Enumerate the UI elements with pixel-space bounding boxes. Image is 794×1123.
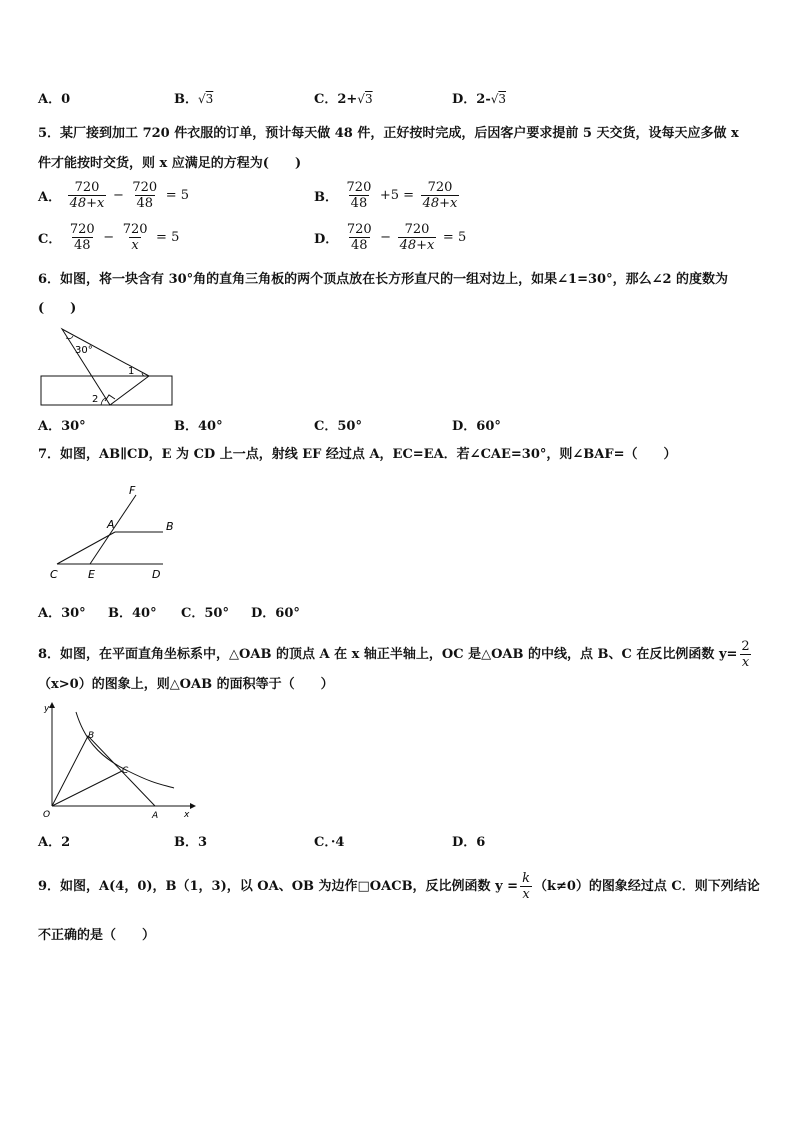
median-oc — [52, 771, 122, 806]
q6-option-c: C．50° — [314, 419, 362, 434]
q4-option-c — [314, 88, 373, 107]
label-c: C — [50, 568, 58, 581]
label-d: D — [152, 568, 161, 581]
option-label: B． — [314, 190, 338, 205]
q8-option-d: D．6 — [452, 835, 486, 850]
q7-figure — [45, 480, 185, 585]
fraction: $\frac{k}{x}$ — [522, 871, 530, 902]
label-c: C — [122, 766, 129, 776]
q8-figure — [30, 700, 200, 822]
label-b: B — [88, 731, 95, 741]
ruler-rect — [41, 376, 172, 405]
q5-option-a: A． $\frac{720}{48+x}$ − $\frac{720}{48}$ = 5 — [38, 180, 190, 211]
q8-stem-line1 — [38, 639, 754, 670]
option-label: D． — [314, 232, 339, 247]
option-label: A． — [38, 190, 62, 205]
fraction: $\frac{720}{x}$ — [122, 222, 148, 253]
q7-stem: 7．如图，AB∥CD，E 为 CD 上一点，射线 EF 经过点 A，EC=EA．若∠CAE=30°，则∠BAF=（ ） — [38, 447, 677, 462]
fraction: $\frac{720}{48}$ — [132, 180, 158, 211]
fraction: $\frac{720}{48+x}$ — [69, 180, 105, 211]
option-label: C． — [38, 232, 62, 247]
sqrt-symbol: √3 — [198, 92, 214, 106]
q6-stem-line1: 6．如图，将一块含有 30°角的直角三角板的两个顶点放在长方形直尺的一组对边上，如果∠1=30°，那么∠2 的度数为 — [38, 272, 729, 287]
q4-option-b — [174, 88, 213, 107]
q9-stem-text: 9．如图，A(4，0)，B（1，3)，以 OA、OB 为边作□OACB，反比例函数 y = — [38, 879, 519, 894]
label-e: E — [88, 568, 95, 581]
q5-stem-line2: 件才能按时交货，则 x 应满足的方程为( ) — [38, 156, 302, 171]
label-o: O — [43, 810, 51, 820]
triangle — [62, 329, 149, 405]
fraction: $\frac{720}{48}$ — [69, 222, 95, 253]
q7-option-c: C．50° — [181, 606, 229, 621]
q5-option-c: C． $\frac{720}{48}$ − $\frac{720}{x}$ = 5 — [38, 222, 180, 253]
x-axis-arrow — [190, 803, 196, 809]
q5-stem-line1: 5．某厂接到加工 720 件衣服的订单，预计每天做 48 件，正好按时完成，后因客户要求提前 5 天交货，设每天应多做 x — [38, 126, 739, 141]
q7-option-b: B．40° — [108, 606, 157, 621]
q6-option-a: A．30° — [38, 419, 86, 434]
fraction: $\frac{2}{x}$ — [741, 639, 750, 670]
q6-option-b: B．40° — [174, 419, 223, 434]
q4-option-d — [452, 88, 506, 107]
hyperbola-curve — [76, 712, 174, 788]
label-angle-1: 1 — [128, 366, 135, 377]
q7-option-d: D．60° — [251, 606, 300, 621]
fraction: $\frac{720}{48+x}$ — [422, 180, 458, 211]
q6-stem-line2: ( ) — [38, 301, 77, 316]
q8-option-b: B．3 — [174, 835, 208, 850]
triangle-oab — [52, 736, 155, 806]
label-angle-2: 2 — [92, 394, 99, 405]
fraction: $\frac{720}{48}$ — [346, 180, 372, 211]
q4-option-d-label: D．2- — [452, 92, 491, 107]
q6-option-d: D．60° — [452, 419, 501, 434]
q4-option-c-label: C．2+ — [314, 92, 358, 107]
label-a: A — [152, 811, 159, 821]
q8-option-a: A．2 — [38, 835, 71, 850]
angle-2-arc — [101, 398, 106, 405]
q4-option-b-label: B． — [174, 92, 198, 107]
fraction: $\frac{720}{48}$ — [346, 222, 372, 253]
q7-option-a: A．30° — [38, 606, 86, 621]
fraction: $\frac{720}{48+x}$ — [399, 222, 435, 253]
sqrt-symbol: √3 — [490, 92, 507, 106]
label-x: x — [184, 810, 190, 820]
q9-stem-line2: 不正确的是（ ） — [38, 928, 156, 943]
segment-ca — [57, 532, 115, 564]
label-b: B — [166, 520, 174, 533]
label-a: A — [107, 518, 115, 531]
label-30-degree: 30° — [75, 345, 93, 356]
q5-option-d: D． $\frac{720}{48}$ − $\frac{720}{48+x}$ = 5 — [314, 222, 467, 253]
q9-stem-line1 — [38, 871, 760, 902]
sqrt-symbol: √3 — [357, 92, 373, 106]
q4-option-a: A．0 — [38, 92, 71, 107]
label-y: y — [44, 704, 50, 714]
q9-stem-text-2: （k≠0）的图象经过点 C．则下列结论 — [533, 879, 760, 894]
q6-figure — [30, 322, 190, 412]
q8-option-c: C．·4 — [314, 835, 345, 850]
q5-option-b: B． $\frac{720}{48}$ +5 = $\frac{720}{48+x}$ — [314, 180, 458, 211]
label-f: F — [129, 484, 136, 497]
q8-stem-line2: （x>0）的图象上，则△OAB 的面积等于（ ） — [38, 677, 334, 692]
y-axis-arrow — [49, 702, 55, 708]
q8-stem-text: 8．如图，在平面直角坐标系中，△OAB 的顶点 A 在 x 轴正半轴上，OC 是△OAB 的中线，点 B、C 在反比例函数 y= — [38, 647, 738, 662]
